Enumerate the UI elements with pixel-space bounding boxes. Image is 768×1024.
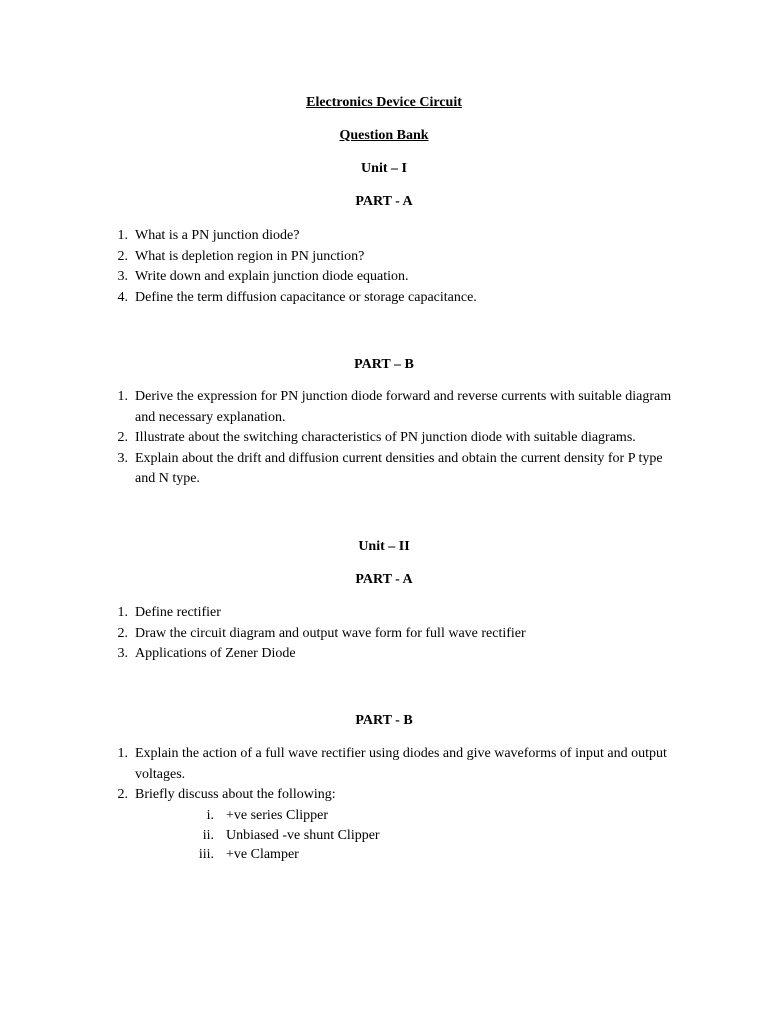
question-item	[0, 624, 768, 645]
document-title	[0, 94, 768, 112]
sub-question-item	[0, 845, 768, 865]
question-item	[0, 428, 768, 449]
question-number: 4.	[117, 289, 128, 305]
question-number: 1.	[117, 605, 128, 620]
question-item	[0, 644, 768, 665]
unit-2-part-a-heading: PART - A	[355, 572, 413, 587]
question-text: Derive the expression for PN junction diode forward and reverse currents with suitable diagram and necessary explanation.	[135, 389, 672, 425]
question-text: Draw the circuit diagram and output wave form for full wave rectifier	[135, 625, 526, 641]
question-text: Define the term diffusion capacitance or storage capacitance.	[135, 289, 477, 305]
sub-question-text: +ve series Clipper	[226, 808, 328, 823]
unit-1-part-b-list	[0, 387, 768, 490]
question-number: 3.	[117, 450, 128, 466]
question-number: 3.	[117, 269, 128, 284]
unit-2-part-a-list	[0, 603, 768, 665]
question-text: What is depletion region in PN junction?	[135, 248, 365, 264]
sub-question-number: i.	[206, 808, 214, 823]
question-number: 1.	[117, 746, 128, 761]
question-text: What is a PN junction diode?	[135, 228, 300, 243]
question-item	[0, 603, 768, 624]
question-number: 2.	[117, 430, 128, 445]
unit-2-part-b-sublist	[0, 806, 768, 865]
question-number: 2.	[117, 787, 128, 802]
question-number: 3.	[117, 646, 128, 661]
question-text: Define rectifier	[135, 605, 221, 620]
question-text: Applications of Zener Diode	[135, 646, 296, 661]
unit-1-part-a-heading: PART - A	[355, 194, 413, 209]
unit-2-heading: Unit – II	[358, 539, 410, 554]
sub-question-item	[0, 826, 768, 846]
unit-2-part-b-list	[0, 744, 768, 806]
question-text: Write down and explain junction diode equation.	[135, 269, 409, 284]
question-number: 2.	[117, 248, 128, 264]
question-text: Explain the action of a full wave rectifier using diodes and give waveforms of input and output voltages.	[135, 746, 667, 782]
question-item	[0, 226, 768, 247]
question-item	[0, 744, 768, 785]
sub-question-item	[0, 806, 768, 826]
question-text: Explain about the drift and diffusion current densities and obtain the current density for P type and N type.	[135, 450, 663, 486]
document-subtitle-text: Question Bank	[339, 128, 429, 143]
question-item	[0, 449, 768, 490]
document-subtitle	[0, 127, 768, 145]
unit-1-part-a-list	[0, 226, 768, 308]
question-number: 1.	[117, 389, 128, 404]
unit-1-heading: Unit – I	[361, 161, 407, 176]
sub-question-number: iii.	[198, 847, 214, 862]
question-text: Briefly discuss about the following:	[135, 787, 336, 802]
sub-question-text: Unbiased -ve shunt Clipper	[226, 827, 380, 843]
question-item	[0, 785, 768, 806]
question-item	[0, 267, 768, 288]
question-item	[0, 247, 768, 268]
unit-1-part-b-heading: PART – B	[354, 357, 414, 372]
question-text: Illustrate about the switching characteristics of PN junction diode with suitable diagrams.	[135, 430, 636, 445]
question-number: 2.	[117, 625, 128, 641]
question-item	[0, 387, 768, 428]
sub-question-number: ii.	[202, 827, 214, 843]
unit-2-part-b-heading: PART - B	[355, 713, 413, 728]
sub-question-text: +ve Clamper	[226, 847, 299, 862]
document-title-text: Electronics Device Circuit	[306, 95, 462, 110]
question-item	[0, 288, 768, 309]
question-number: 1.	[117, 228, 128, 243]
